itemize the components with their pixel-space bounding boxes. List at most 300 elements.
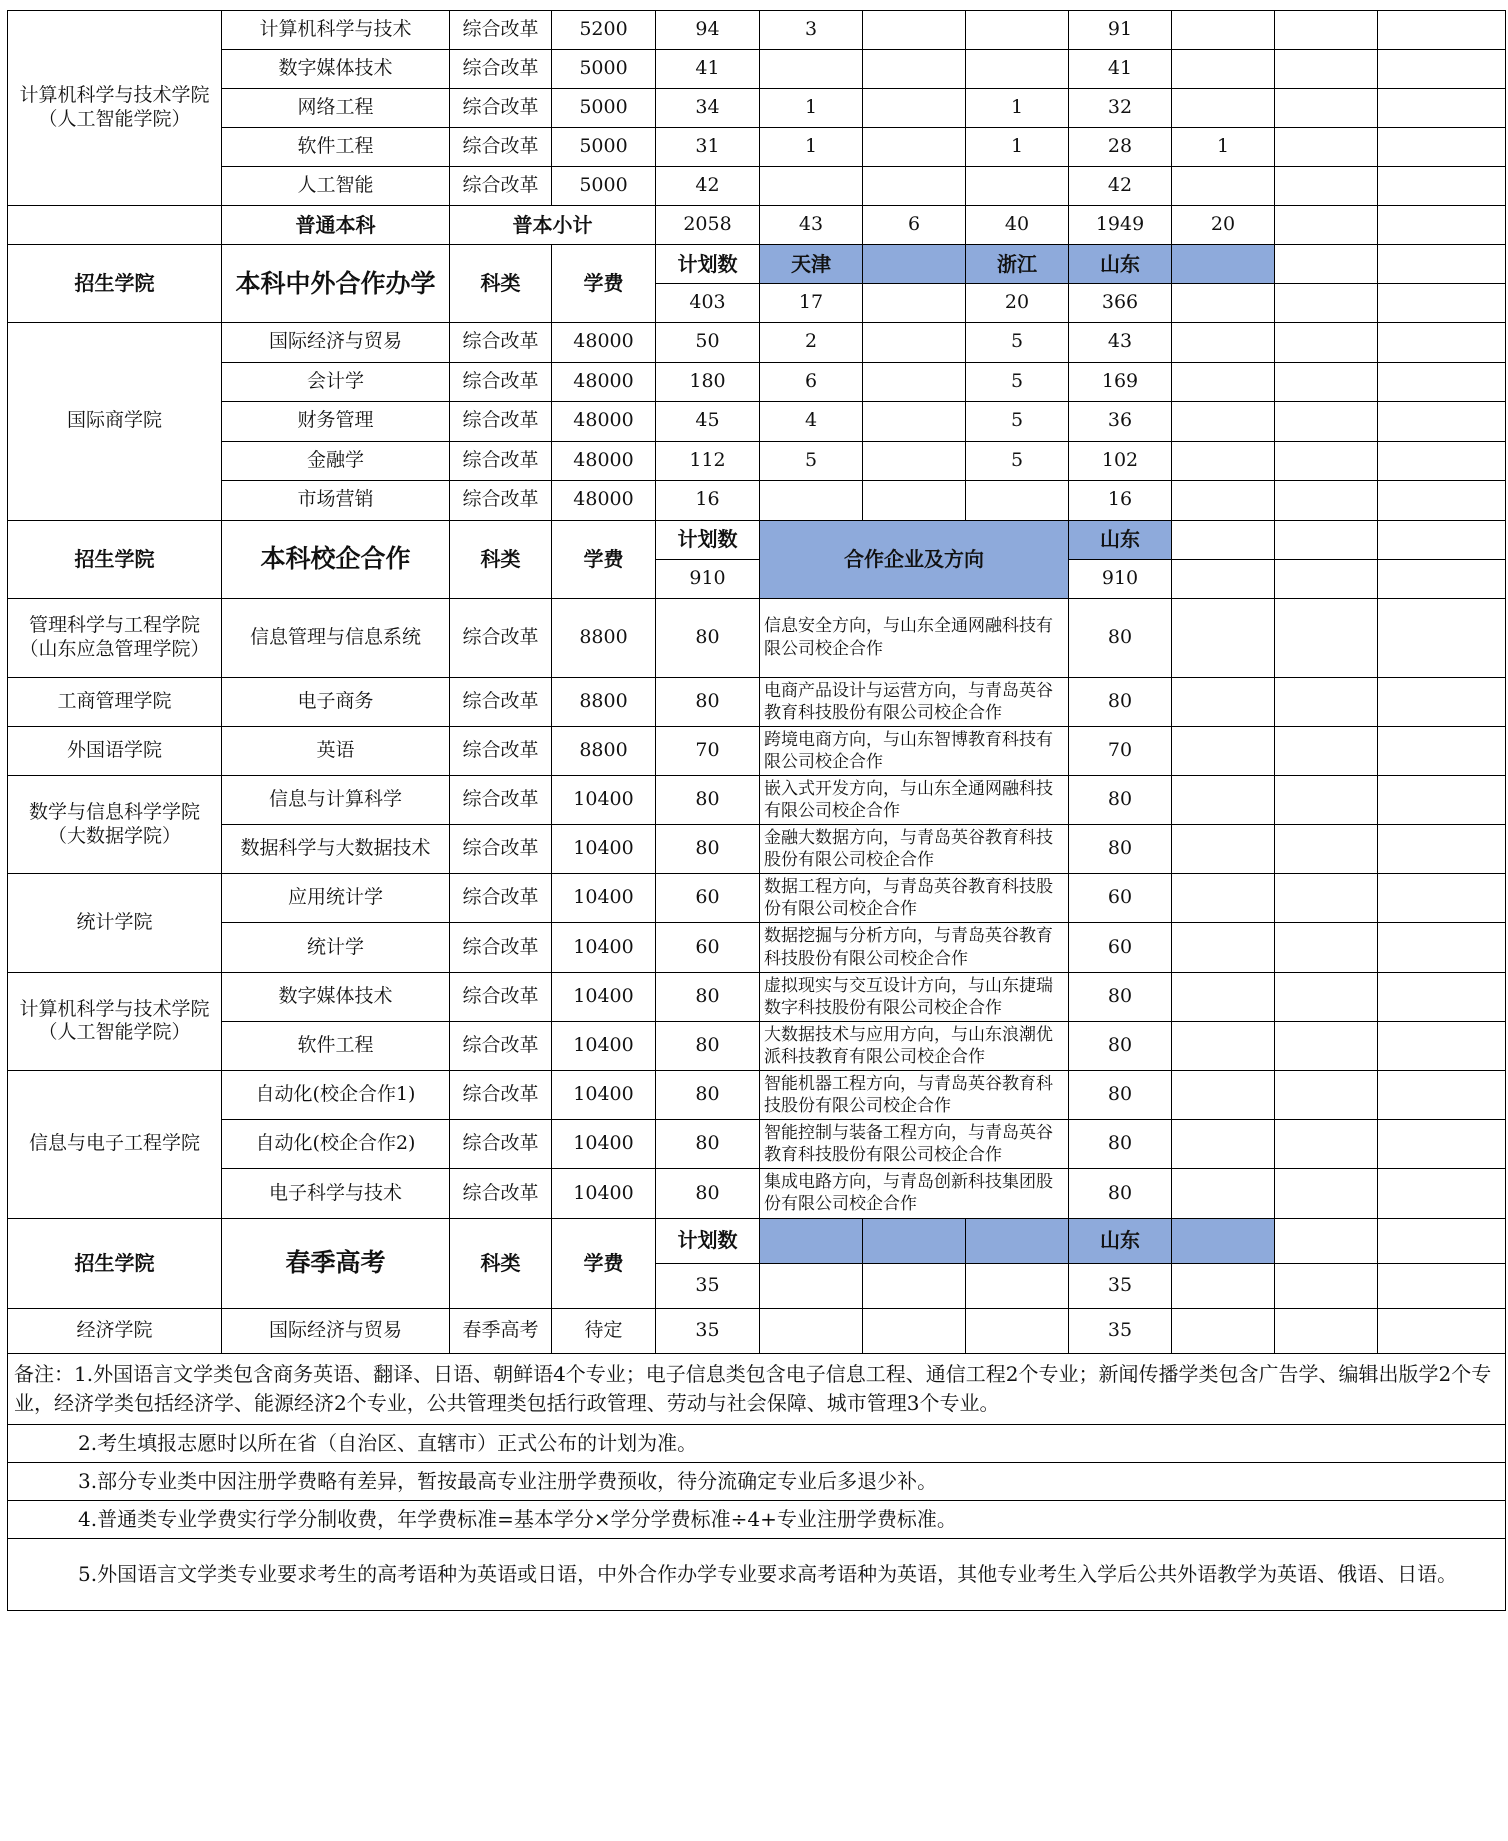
tuition: 8800 — [552, 598, 656, 677]
table-cell: 36 — [1069, 402, 1172, 442]
table-cell — [966, 481, 1069, 521]
major-name: 国际经济与贸易 — [222, 1308, 450, 1353]
header-category: 科类 — [450, 1218, 552, 1308]
category: 综合改革 — [450, 1021, 552, 1070]
plan-count: 35 — [656, 1308, 760, 1353]
table-cell — [1378, 1218, 1506, 1263]
table-cell — [863, 402, 966, 442]
table-cell — [1172, 520, 1275, 559]
table-row — [8, 1218, 1506, 1263]
table-cell — [1172, 402, 1275, 442]
plan-count: 60 — [656, 923, 760, 972]
table-cell — [863, 362, 966, 402]
province-count: 80 — [1069, 775, 1172, 824]
table-cell: 20 — [966, 284, 1069, 323]
category: 综合改革 — [450, 598, 552, 677]
table-row — [8, 167, 1506, 206]
major-name: 英语 — [222, 726, 450, 775]
major-name: 信息与计算科学 — [222, 775, 450, 824]
major-name: 计算机科学与技术 — [222, 11, 450, 50]
tuition: 10400 — [552, 775, 656, 824]
subtotal-label-2: 普本小计 — [450, 206, 656, 245]
category: 综合改革 — [450, 441, 552, 481]
province-count — [966, 11, 1069, 50]
province-count — [966, 167, 1069, 206]
partner-description: 数据工程方向，与青岛英谷教育科技股份有限公司校企合作 — [760, 874, 1069, 923]
province-count: 1 — [966, 128, 1069, 167]
table-cell — [1275, 520, 1378, 559]
category: 综合改革 — [450, 50, 552, 89]
table-cell — [1378, 775, 1506, 824]
subtotal-label: 普通本科 — [222, 206, 450, 245]
table-cell — [863, 284, 966, 323]
province-header: 山东 — [1069, 520, 1172, 559]
header-tuition: 学费 — [552, 245, 656, 323]
plan-total: 403 — [656, 284, 760, 323]
major-name: 数字媒体技术 — [222, 50, 450, 89]
table-cell: 43 — [1069, 323, 1172, 363]
table-cell — [1378, 402, 1506, 442]
province-count: 1 — [1172, 128, 1275, 167]
partner-description: 金融大数据方向，与青岛英谷教育科技股份有限公司校企合作 — [760, 825, 1069, 874]
plan-count: 80 — [656, 1120, 760, 1169]
tuition: 待定 — [552, 1308, 656, 1353]
province-count — [1172, 89, 1275, 128]
category: 综合改革 — [450, 481, 552, 521]
plan-count: 80 — [656, 598, 760, 677]
tuition: 10400 — [552, 972, 656, 1021]
table-cell — [1172, 245, 1275, 284]
note-text: 2.考生填报志愿时以所在省（自治区、直辖市）正式公布的计划为准。 — [8, 1424, 1506, 1462]
table-cell: 5 — [966, 362, 1069, 402]
table-row — [8, 1353, 1506, 1424]
plan-count: 45 — [656, 402, 760, 442]
province-count: 80 — [1069, 1071, 1172, 1120]
table-cell: 169 — [1069, 362, 1172, 402]
partner-description: 嵌入式开发方向，与山东全通网融科技有限公司校企合作 — [760, 775, 1069, 824]
plan-count: 180 — [656, 362, 760, 402]
plan-count: 50 — [656, 323, 760, 363]
table-row — [8, 726, 1506, 775]
category: 综合改革 — [450, 89, 552, 128]
spacer-cell — [1275, 128, 1378, 167]
province-count — [1172, 167, 1275, 206]
category: 综合改革 — [450, 775, 552, 824]
province-header: 浙江 — [966, 245, 1069, 284]
major-name: 数据科学与大数据技术 — [222, 825, 450, 874]
category: 综合改革 — [450, 362, 552, 402]
province-count: 60 — [1069, 874, 1172, 923]
province-count: 1 — [966, 89, 1069, 128]
table-cell — [1172, 923, 1275, 972]
major-name: 统计学 — [222, 923, 450, 972]
table-row — [8, 481, 1506, 521]
spacer-cell — [1275, 89, 1378, 128]
table-cell — [1378, 1263, 1506, 1308]
province-count: 32 — [1069, 89, 1172, 128]
category: 春季高考 — [450, 1308, 552, 1353]
table-cell — [760, 1308, 863, 1353]
header-plan: 计划数 — [656, 1218, 760, 1263]
table-cell — [1172, 1308, 1275, 1353]
table-cell — [1172, 284, 1275, 323]
section-title: 本科校企合作 — [222, 520, 450, 598]
table-cell: 40 — [966, 206, 1069, 245]
table-row — [8, 206, 1506, 245]
table-cell — [1172, 677, 1275, 726]
spacer-cell — [1378, 11, 1506, 50]
table-cell — [1378, 1071, 1506, 1120]
partner-description: 信息安全方向，与山东全通网融科技有限公司校企合作 — [760, 598, 1069, 677]
major-name: 国际经济与贸易 — [222, 323, 450, 363]
province-count: 80 — [1069, 972, 1172, 1021]
tuition: 5200 — [552, 11, 656, 50]
province-count — [863, 11, 966, 50]
spacer-cell — [1378, 128, 1506, 167]
college-name: 外国语学院 — [8, 726, 222, 775]
table-cell — [1275, 825, 1378, 874]
college-name: 计算机科学与技术学院 （人工智能学院） — [8, 11, 222, 206]
province-count — [863, 89, 966, 128]
table-cell: 17 — [760, 284, 863, 323]
table-cell — [1275, 598, 1378, 677]
table-cell — [1378, 559, 1506, 598]
tuition: 48000 — [552, 402, 656, 442]
table-cell — [863, 1308, 966, 1353]
partner-description: 跨境电商方向，与山东智博教育科技有限公司校企合作 — [760, 726, 1069, 775]
tuition: 10400 — [552, 1169, 656, 1218]
table-row — [8, 50, 1506, 89]
table-cell — [1172, 362, 1275, 402]
table-cell — [863, 245, 966, 284]
plan-count: 94 — [656, 11, 760, 50]
table-cell — [1378, 284, 1506, 323]
category: 综合改革 — [450, 1071, 552, 1120]
table-cell — [863, 323, 966, 363]
table-cell — [863, 441, 966, 481]
header-college: 招生学院 — [8, 245, 222, 323]
major-name: 电子科学与技术 — [222, 1169, 450, 1218]
province-count — [863, 128, 966, 167]
college-name: 计算机科学与技术学院 （人工智能学院） — [8, 972, 222, 1070]
plan-count: 80 — [656, 1169, 760, 1218]
table-cell — [1275, 481, 1378, 521]
tuition: 48000 — [552, 441, 656, 481]
table-cell — [760, 1218, 863, 1263]
major-name: 市场营销 — [222, 481, 450, 521]
table-cell — [1275, 1021, 1378, 1070]
plan-count: 16 — [656, 481, 760, 521]
table-cell — [1378, 323, 1506, 363]
tuition: 10400 — [552, 1021, 656, 1070]
tuition: 10400 — [552, 874, 656, 923]
table-cell — [1275, 323, 1378, 363]
table-row — [8, 598, 1506, 677]
plan-count: 2058 — [656, 206, 760, 245]
table-cell: 16 — [1069, 481, 1172, 521]
note-text: 备注：1.外国语言文学类包含商务英语、翻译、日语、朝鲜语4个专业；电子信息类包含电子信息工程、通信工程2个专业；新闻传播学类包含广告学、编辑出版学2个专业，经济学类包括经济学、能源经济2个专业，公共管理类包括行政管理、劳动与社会保障、城市管理3个专业。 — [8, 1353, 1506, 1424]
table-row — [8, 323, 1506, 363]
note-text: 4.普通类专业学费实行学分制收费，年学费标准=基本学分×学分学费标准÷4+专业注册学费标准。 — [8, 1500, 1506, 1538]
table-row — [8, 972, 1506, 1021]
category: 综合改革 — [450, 825, 552, 874]
table-cell — [1275, 1169, 1378, 1218]
spacer-cell — [1275, 11, 1378, 50]
table-cell — [1378, 825, 1506, 874]
category: 综合改革 — [450, 167, 552, 206]
tuition: 5000 — [552, 167, 656, 206]
province-count — [1172, 11, 1275, 50]
table-row — [8, 825, 1506, 874]
table-cell — [1172, 825, 1275, 874]
table-row — [8, 1538, 1506, 1610]
category: 综合改革 — [450, 323, 552, 363]
plan-count: 80 — [656, 825, 760, 874]
table-cell: 6 — [863, 206, 966, 245]
table-cell — [863, 481, 966, 521]
table-cell — [1275, 284, 1378, 323]
spacer-cell — [1378, 167, 1506, 206]
table-cell — [1275, 972, 1378, 1021]
tuition: 8800 — [552, 726, 656, 775]
plan-total: 910 — [656, 559, 760, 598]
partner-description: 大数据技术与应用方向，与山东浪潮优派科技教育有限公司校企合作 — [760, 1021, 1069, 1070]
table-cell — [1378, 520, 1506, 559]
table-cell — [1172, 1071, 1275, 1120]
category: 综合改革 — [450, 726, 552, 775]
plan-count: 60 — [656, 874, 760, 923]
major-name: 电子商务 — [222, 677, 450, 726]
category: 综合改革 — [450, 402, 552, 442]
table-row — [8, 775, 1506, 824]
partner-description: 数据挖掘与分析方向，与青岛英谷教育科技股份有限公司校企合作 — [760, 923, 1069, 972]
table-cell — [1172, 598, 1275, 677]
table-row — [8, 1462, 1506, 1500]
province-header: 天津 — [760, 245, 863, 284]
college-name: 国际商学院 — [8, 323, 222, 521]
province-count: 70 — [1069, 726, 1172, 775]
section-title: 春季高考 — [222, 1218, 450, 1308]
tuition: 48000 — [552, 481, 656, 521]
spacer-cell — [1275, 50, 1378, 89]
header-college: 招生学院 — [8, 520, 222, 598]
header-college: 招生学院 — [8, 1218, 222, 1308]
category: 综合改革 — [450, 972, 552, 1021]
table-cell — [1275, 874, 1378, 923]
table-cell — [1172, 775, 1275, 824]
section-title: 本科中外合作办学 — [222, 245, 450, 323]
table-cell — [1172, 441, 1275, 481]
table-cell: 5 — [966, 402, 1069, 442]
tuition: 48000 — [552, 362, 656, 402]
table-cell: 35 — [1069, 1308, 1172, 1353]
table-cell — [1378, 1120, 1506, 1169]
province-count: 60 — [1069, 923, 1172, 972]
province-count: 91 — [1069, 11, 1172, 50]
plan-count: 80 — [656, 677, 760, 726]
province-count — [760, 167, 863, 206]
major-name: 会计学 — [222, 362, 450, 402]
table-cell — [1172, 1263, 1275, 1308]
tuition: 5000 — [552, 50, 656, 89]
tuition: 10400 — [552, 923, 656, 972]
header-category: 科类 — [450, 245, 552, 323]
province-count: 28 — [1069, 128, 1172, 167]
empty-cell — [8, 206, 222, 245]
table-cell: 102 — [1069, 441, 1172, 481]
table-cell — [760, 1263, 863, 1308]
college-name: 数学与信息科学学院 （大数据学院） — [8, 775, 222, 873]
table-cell — [1172, 323, 1275, 363]
major-name: 数字媒体技术 — [222, 972, 450, 1021]
province-count — [1172, 50, 1275, 89]
province-header: 山东 — [1069, 245, 1172, 284]
major-name: 自动化(校企合作2) — [222, 1120, 450, 1169]
table-cell: 43 — [760, 206, 863, 245]
category: 综合改革 — [450, 1120, 552, 1169]
table-row — [8, 1021, 1506, 1070]
category: 综合改革 — [450, 128, 552, 167]
tuition: 10400 — [552, 1120, 656, 1169]
plan-count: 80 — [656, 775, 760, 824]
major-name: 自动化(校企合作1) — [222, 1071, 450, 1120]
table-cell: 5 — [966, 441, 1069, 481]
table-cell: 20 — [1172, 206, 1275, 245]
table-row — [8, 245, 1506, 284]
province-count: 80 — [1069, 1021, 1172, 1070]
category: 综合改革 — [450, 11, 552, 50]
table-cell — [863, 1218, 966, 1263]
table-row — [8, 874, 1506, 923]
table-row — [8, 923, 1506, 972]
college-name: 统计学院 — [8, 874, 222, 972]
spacer-cell — [1275, 167, 1378, 206]
province-header: 山东 — [1069, 1218, 1172, 1263]
table-cell — [1275, 1308, 1378, 1353]
spacer-cell — [1378, 50, 1506, 89]
province-count: 1 — [760, 89, 863, 128]
table-cell — [1378, 362, 1506, 402]
table-cell — [1275, 1263, 1378, 1308]
plan-count: 70 — [656, 726, 760, 775]
spacer-cell — [1378, 89, 1506, 128]
major-name: 应用统计学 — [222, 874, 450, 923]
table-cell — [1378, 726, 1506, 775]
table-cell — [1172, 1021, 1275, 1070]
table-cell — [1275, 923, 1378, 972]
province-count — [863, 50, 966, 89]
note-text: 3.部分专业类中因注册学费略有差异，暂按最高专业注册学费预收，待分流确定专业后多退少补。 — [8, 1462, 1506, 1500]
table-row — [8, 362, 1506, 402]
table-cell: 2 — [760, 323, 863, 363]
header-tuition: 学费 — [552, 1218, 656, 1308]
table-cell: 366 — [1069, 284, 1172, 323]
tuition: 10400 — [552, 825, 656, 874]
tuition: 8800 — [552, 677, 656, 726]
header-plan: 计划数 — [656, 520, 760, 559]
table-cell — [1172, 1120, 1275, 1169]
table-cell — [1275, 245, 1378, 284]
header-tuition: 学费 — [552, 520, 656, 598]
table-cell — [966, 1308, 1069, 1353]
province-count — [863, 167, 966, 206]
table-cell — [1275, 726, 1378, 775]
table-row — [8, 1071, 1506, 1120]
plan-count: 31 — [656, 128, 760, 167]
table-cell: 4 — [760, 402, 863, 442]
college-name: 经济学院 — [8, 1308, 222, 1353]
table-cell — [1378, 677, 1506, 726]
table-row — [8, 1308, 1506, 1353]
note-text: 5.外国语言文学类专业要求考生的高考语种为英语或日语，中外合作办学专业要求高考语种为英语，其他专业考生入学后公共外语教学为英语、俄语、日语。 — [8, 1538, 1506, 1610]
table-cell — [1378, 1021, 1506, 1070]
province-count — [966, 50, 1069, 89]
header-plan: 计划数 — [656, 245, 760, 284]
major-name: 人工智能 — [222, 167, 450, 206]
table-cell: 5 — [760, 441, 863, 481]
table-cell — [1172, 972, 1275, 1021]
province-count: 80 — [1069, 1120, 1172, 1169]
table-cell — [1378, 972, 1506, 1021]
table-cell — [1172, 1218, 1275, 1263]
province-count: 80 — [1069, 1169, 1172, 1218]
plan-count: 112 — [656, 441, 760, 481]
table-cell — [1275, 775, 1378, 824]
partner-description: 虚拟现实与交互设计方向，与山东捷瑞数字科技股份有限公司校企合作 — [760, 972, 1069, 1021]
table-row — [8, 520, 1506, 559]
table-row — [8, 128, 1506, 167]
province-count: 3 — [760, 11, 863, 50]
major-name: 金融学 — [222, 441, 450, 481]
major-name: 软件工程 — [222, 1021, 450, 1070]
major-name: 信息管理与信息系统 — [222, 598, 450, 677]
table-row — [8, 1120, 1506, 1169]
table-cell — [1172, 1169, 1275, 1218]
table-row — [8, 677, 1506, 726]
major-name: 网络工程 — [222, 89, 450, 128]
table-row — [8, 1500, 1506, 1538]
table-cell — [1378, 923, 1506, 972]
table-cell: 910 — [1069, 559, 1172, 598]
table-row — [8, 441, 1506, 481]
plan-count: 80 — [656, 1021, 760, 1070]
table-cell — [1378, 206, 1506, 245]
partner-description: 电商产品设计与运营方向，与青岛英谷教育科技股份有限公司校企合作 — [760, 677, 1069, 726]
tuition: 48000 — [552, 323, 656, 363]
major-name: 软件工程 — [222, 128, 450, 167]
table-cell — [1275, 1120, 1378, 1169]
table-cell — [1378, 245, 1506, 284]
tuition: 10400 — [552, 1071, 656, 1120]
category: 综合改革 — [450, 923, 552, 972]
college-name: 管理科学与工程学院 （山东应急管理学院） — [8, 598, 222, 677]
plan-count: 41 — [656, 50, 760, 89]
plan-total: 35 — [656, 1263, 760, 1308]
table-cell — [1378, 441, 1506, 481]
plan-count: 42 — [656, 167, 760, 206]
province-count: 42 — [1069, 167, 1172, 206]
table-cell — [1275, 402, 1378, 442]
plan-count: 80 — [656, 1071, 760, 1120]
college-name: 信息与电子工程学院 — [8, 1071, 222, 1219]
partner-description: 智能机器工程方向，与青岛英谷教育科技股份有限公司校企合作 — [760, 1071, 1069, 1120]
table-cell — [1378, 598, 1506, 677]
table-cell — [1275, 362, 1378, 402]
table-row — [8, 402, 1506, 442]
table-cell — [966, 1263, 1069, 1308]
partner-description: 集成电路方向，与青岛创新科技集团股份有限公司校企合作 — [760, 1169, 1069, 1218]
table-cell: 6 — [760, 362, 863, 402]
